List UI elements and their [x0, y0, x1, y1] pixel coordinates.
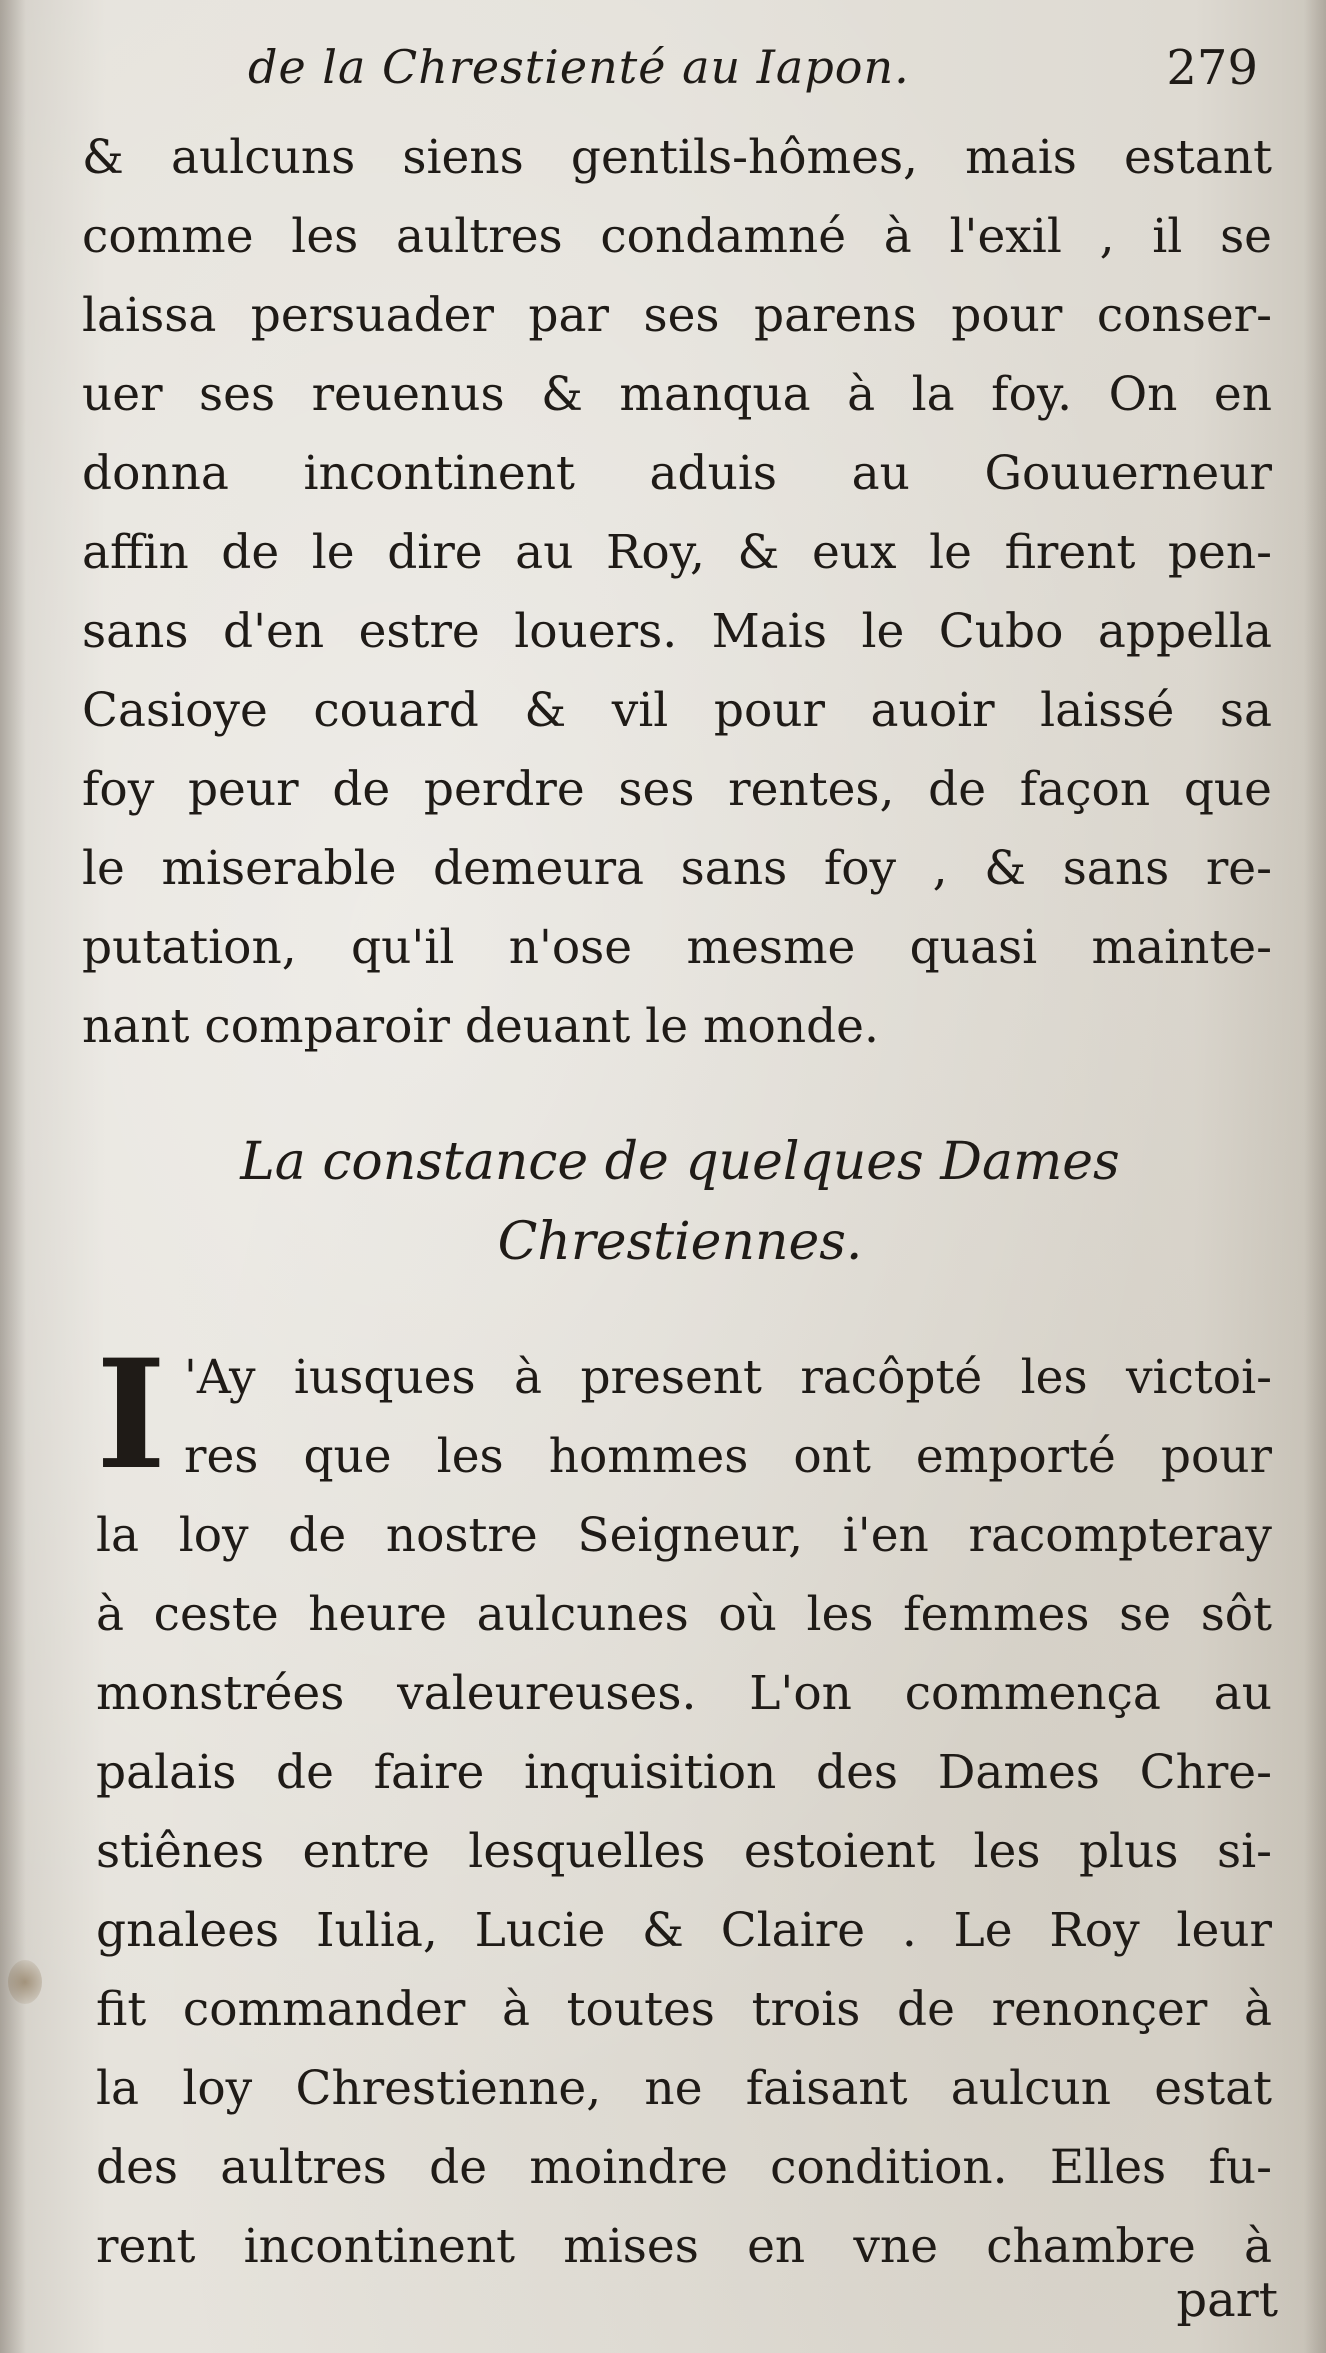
text-line: foy peur de perdre ses rentes, de façon que	[82, 762, 1272, 817]
text-line: putation, qu'il n'ose mesme quasi mainte-	[82, 920, 1272, 975]
running-head	[248, 40, 1258, 110]
section-heading	[160, 1122, 1200, 1282]
text-line: palais de faire inquisition des Dames Chre-	[96, 1745, 1272, 1800]
text-line-last: nant comparoir deuant le monde.	[82, 999, 879, 1054]
text-line: res que les hommes ont emporté pour	[184, 1429, 1272, 1484]
page-number: 279	[1166, 40, 1258, 96]
section-heading-line-1: La constance de quelques Dames	[240, 1132, 1120, 1192]
drop-cap: I	[96, 1327, 167, 1503]
text-line: des aultres de moindre condition. Elles fu-	[96, 2140, 1272, 2195]
text-line: à ceste heure aulcunes où les femmes se sôt	[96, 1587, 1272, 1642]
text-line: Casioye couard & vil pour auoir laissé sa	[82, 683, 1272, 738]
section-heading-line-2: Chrestiennes.	[497, 1212, 863, 1272]
text-line: le miserable demeura sans foy , & sans re-	[82, 841, 1272, 896]
text-line: & aulcuns siens gentils-hômes, mais estant	[82, 130, 1272, 185]
text-line: affin de le dire au Roy, & eux le firent pen-	[82, 525, 1272, 580]
text-line: sans d'en estre louers. Mais le Cubo appella	[82, 604, 1272, 659]
running-head-title: de la Chrestienté au Iapon.	[248, 40, 910, 94]
text-line: stiênes entre lesquelles estoient les plus si-	[96, 1824, 1272, 1879]
text-line: la loy de nostre Seigneur, i'en racompteray	[96, 1508, 1272, 1563]
text-line: gnalees Iulia, Lucie & Claire . Le Roy leur	[96, 1903, 1272, 1958]
catchword: part	[1176, 2272, 1278, 2328]
text-line: monstrées valeureuses. L'on commença au	[96, 1666, 1272, 1721]
text-line: la loy Chrestienne, ne faisant aulcun estat	[96, 2061, 1272, 2116]
text-line: fit commander à toutes trois de renonçer à	[96, 1982, 1272, 2037]
text-line: uer ses reuenus & manqua à la foy. On en	[82, 367, 1272, 422]
text-line: laissa persuader par ses parens pour conser-	[82, 288, 1272, 343]
text-line: donna incontinent aduis au Gouuerneur	[82, 446, 1272, 501]
paper-stain	[8, 1960, 42, 2004]
text-line: 'Ay iusques à present racôpté les victoi-	[184, 1350, 1272, 1405]
text-line: comme les aultres condamné à l'exil , il se	[82, 209, 1272, 264]
chapter-paragraph	[96, 1327, 1272, 2286]
text-line: rent incontinent mises en vne chambre à	[96, 2219, 1272, 2274]
body-paragraph	[82, 118, 1272, 1066]
